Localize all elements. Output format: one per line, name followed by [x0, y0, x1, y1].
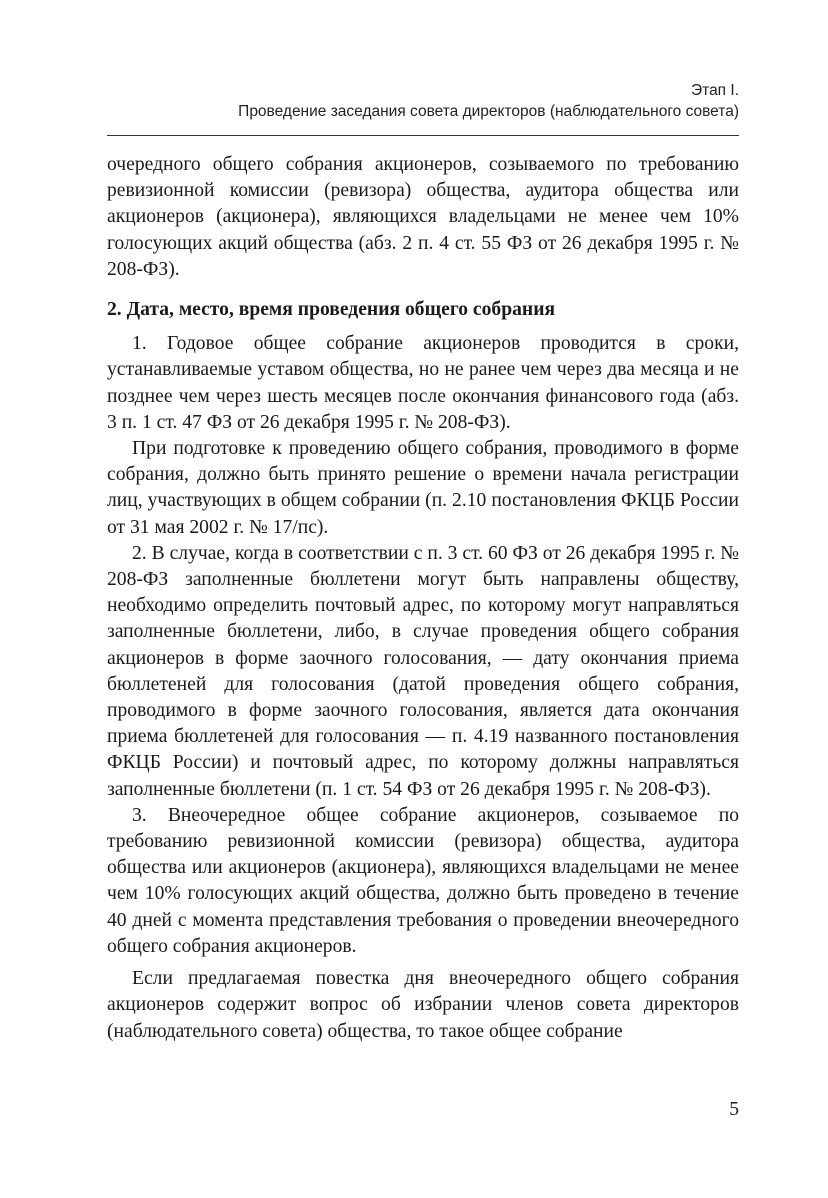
paragraph-5: Если предлагаемая повестка дня внеочередного общего собрания акционеров содержит вопрос об избрании членов совета директоров (наблюдательного совета) общества, то такое общее собрание: [107, 968, 739, 1042]
paragraph-3: 2. В случае, когда в соответствии с п. 3 ст. 60 ФЗ от 26 декабря 1995 г. № 208-ФЗ заполненные бюллетени могут быть направлены обществу, необходимо определить почтовый адрес, по которому могут направляться заполненные бюллетени, либо, в случае проведения общего собрания акционеров в форме заочного голосования, — дату окончания приема бюллетеней для голосования (датой проведения общего собрания, проводимого в форме заочного голосования, является дата окончания приема бюллетеней для голосования — п. 4.19 названного постановления ФКЦБ России) и почтовый адрес, по которому должны направляться заполненные бюллетени (п. 1 ст. 54 ФЗ от 26 декабря 1995 г. № 208-ФЗ).: [107, 542, 739, 800]
section-heading: 2. Дата, место, время проведения общего собрания: [107, 299, 556, 321]
paragraph-1: 1. Годовое общее собрание акционеров проводится в сроки, устанавливаемые уставом общества, но не ранее чем через два месяца и не позднее чем через шесть месяцев после окончания финансового года (абз. 3 п. 1 ст. 47 ФЗ от 26 декабря 1995 г. № 208-ФЗ).: [107, 333, 739, 433]
paragraph-continuation: очередного общего собрания акционеров, созываемого по требованию ревизионной комиссии (ревизора) общества, аудитора общества или акционеров (акционера), являющихся владельцами не менее чем 10% голосующих акций общества (абз. 2 п. 4 ст. 55 ФЗ от 26 декабря 1995 г. № 208-ФЗ).: [107, 154, 739, 280]
body-text: [107, 152, 739, 1045]
document-page: [107, 0, 739, 1198]
running-head-stage: Этап I.: [691, 82, 739, 99]
running-head-title: Проведение заседания совета директоров (наблюдательного совета): [238, 103, 739, 120]
running-head: [107, 80, 739, 122]
header-rule: [107, 135, 739, 136]
paragraph-2: При подготовке к проведению общего собрания, проводимого в форме собрания, должно быть принято решение о времени начала регистрации лиц, участвующих в общем собрании (п. 2.10 постановления ФКЦБ России от 31 мая 2002 г. № 17/пс).: [107, 438, 739, 538]
page-number: 5: [729, 1099, 739, 1120]
paragraph-4: 3. Внеочередное общее собрание акционеров, созываемое по требованию ревизионной комиссии (ревизора) общества, аудитора общества или акционеров (акционера), являющихся владельцами не менее чем 10% голосующих акций общества, должно быть проведено в течение 40 дней с момента представления требования о проведении внеочередного общего собрания акционеров.: [107, 804, 739, 957]
